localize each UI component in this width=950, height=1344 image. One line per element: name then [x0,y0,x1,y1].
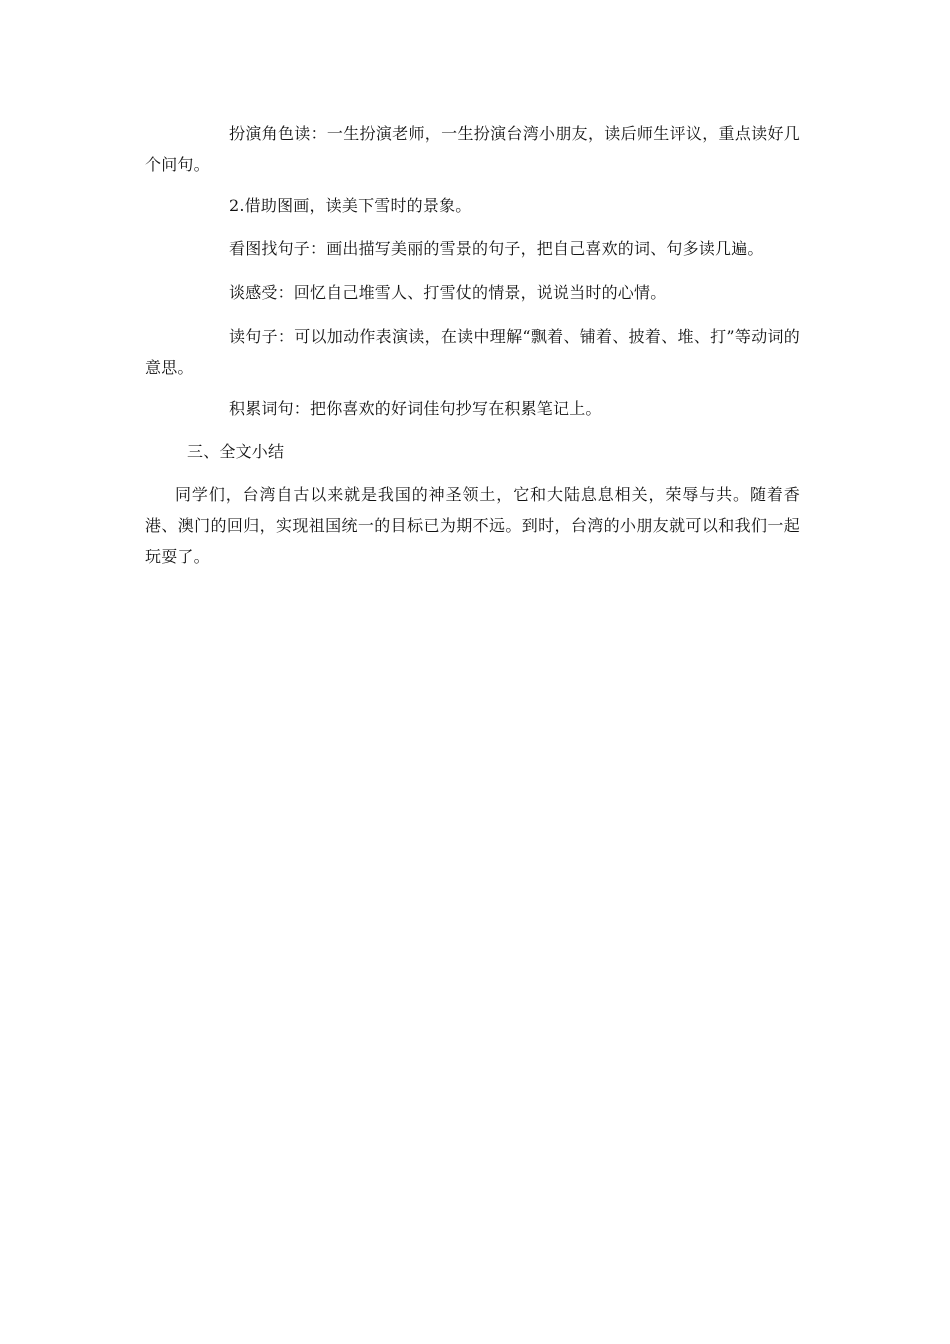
paragraph-summary: 同学们，台湾自古以来就是我国的神圣领土，它和大陆息息相关，荣辱与共。随着香港、澳门的回归，实现祖国统一的目标已为期不远。到时，台湾的小朋友就可以和我们一起玩耍了。 [145,485,800,566]
section-heading-summary: 三、全文小结 [187,442,285,461]
paragraph-role-play-reading: 扮演角色读：一生扮演老师，一生扮演台湾小朋友，读后师生评议，重点读好几个问句。 [145,124,800,174]
paragraph-picture-reading: 2.借助图画，读美下雪时的景象。 [229,196,472,215]
paragraph-accumulate-words: 积累词句：把你喜欢的好词佳句抄写在积累笔记上。 [229,399,602,418]
paragraph-read-sentences: 读句子：可以加动作表演读，在读中理解“飘着、铺着、披着、堆、打”等动词的意思。 [145,327,800,377]
paragraph-find-sentences: 看图找句子：画出描写美丽的雪景的句子，把自己喜欢的词、句多读几遍。 [229,239,764,258]
paragraph-share-feelings: 谈感受：回忆自己堆雪人、打雪仗的情景，说说当时的心情。 [229,283,667,302]
